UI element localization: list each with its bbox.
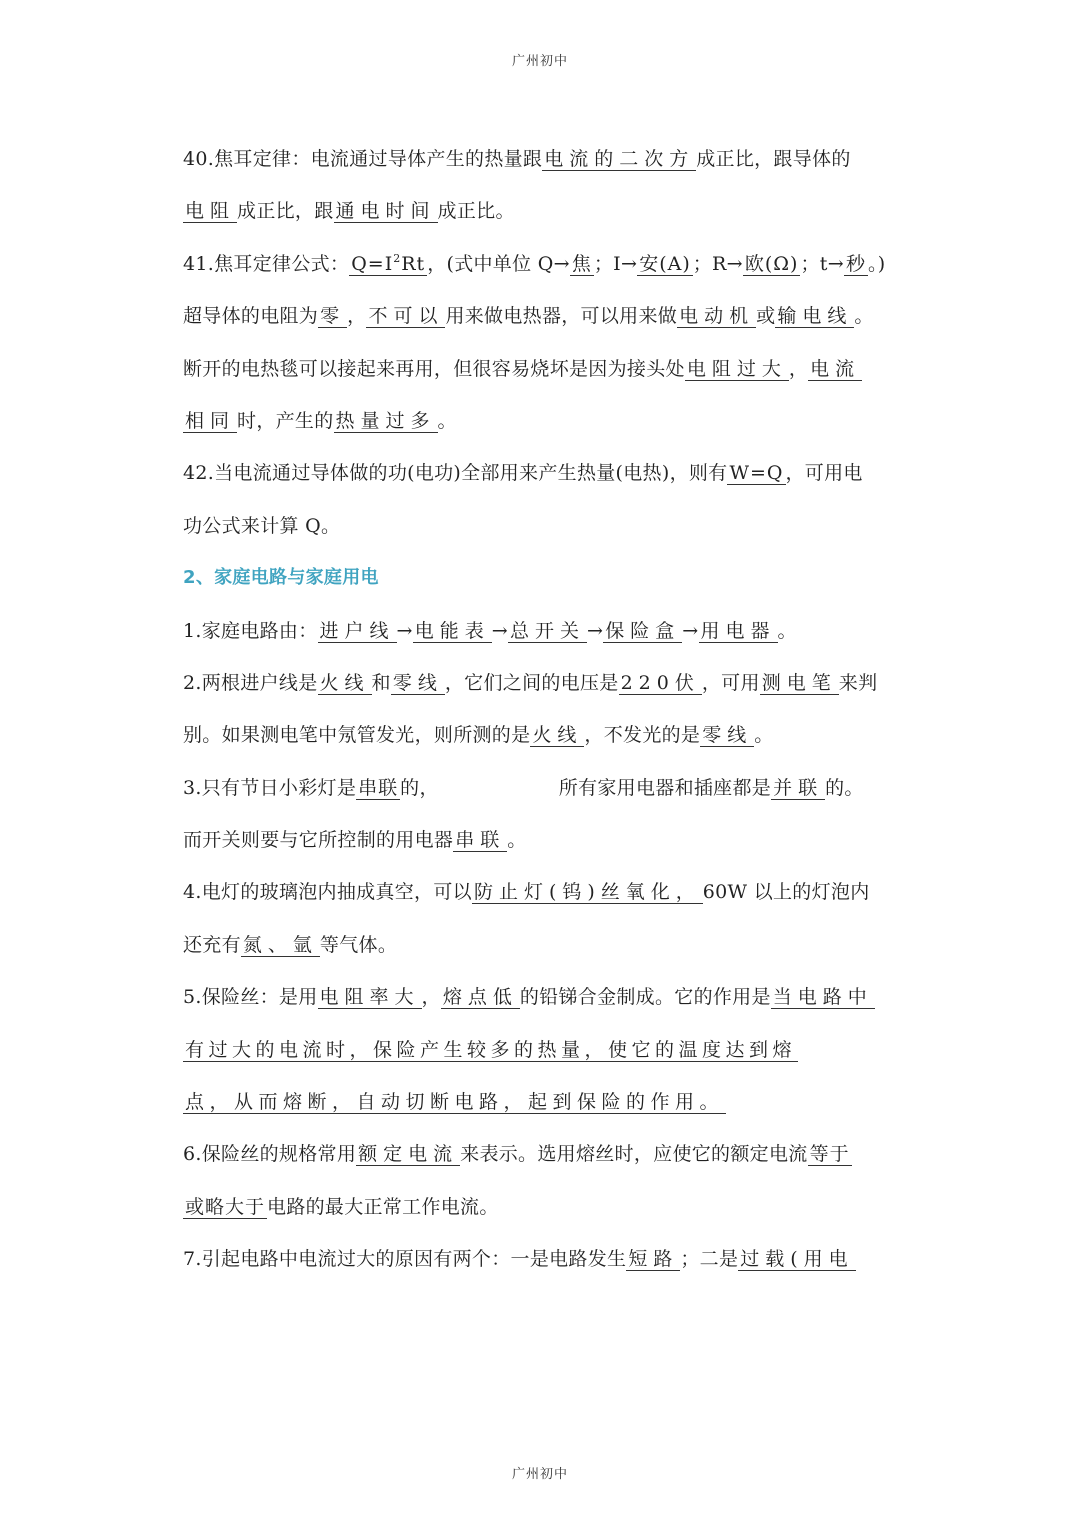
item-41-line-1 (183, 238, 886, 290)
page-footer: 广州初中 (511, 1467, 568, 1482)
blank-answer: 额定电流 (358, 1143, 459, 1166)
blank-answer: 测电笔 (761, 671, 837, 694)
blank-answer: 输电线 (777, 305, 853, 328)
arrow: → (682, 619, 699, 642)
text: 别。如果测电笔中氖管发光，则所测的是 (183, 724, 531, 747)
text: 。 (437, 409, 457, 432)
text: ， (421, 986, 441, 1009)
blank-answer: W=Q (729, 462, 784, 485)
arrow: → (396, 619, 413, 642)
text: 或 (756, 305, 776, 328)
formula-blank (349, 248, 427, 276)
formula-part: Q=I (351, 252, 394, 275)
blanket-line-1 (183, 343, 883, 395)
blank-answer: 安(A) (639, 252, 691, 275)
text: 6.保险丝的规格常用 (183, 1143, 357, 1166)
blank-answer: 进户线 (319, 619, 395, 642)
text: 时，产生的 (237, 409, 334, 432)
household-item-2-line-2 (183, 709, 883, 761)
superconductor-line (183, 290, 883, 342)
text: 所有家用电器和插座都是 (558, 776, 772, 799)
blank-answer: 保险盒 (605, 619, 681, 642)
blank-answer: 热量过多 (335, 409, 436, 432)
blank-answer: 有过大的电流时，保险产生较多的热量，使它的温度达到熔 (185, 1038, 797, 1061)
blank-answer: 用电器 (700, 619, 776, 642)
text: 电路的最大正常工作电流。 (267, 1195, 499, 1218)
household-item-2-line-1 (183, 657, 883, 709)
text: ；I→ (593, 252, 638, 275)
text: 4.电灯的玻璃泡内抽成真空，可以 (183, 881, 472, 904)
blank-answer: 秒 (845, 252, 866, 275)
text: 功公式来计算 Q。 (183, 514, 341, 537)
text: 。 (754, 724, 774, 747)
text: 等气体。 (319, 933, 398, 956)
text: 3.只有节日小彩灯是 (183, 776, 357, 799)
blank-answer: 电阻过大 (686, 357, 787, 380)
blank-answer: 焦 (571, 252, 592, 275)
blank-answer: 零线 (392, 671, 443, 694)
text: 和 (371, 671, 391, 694)
blank-answer: 欧(Ω) (744, 252, 799, 275)
household-item-1 (183, 605, 883, 657)
blank-answer: 零 (320, 305, 346, 328)
text: ，它们之间的电压是 (444, 671, 619, 694)
text: 5.保险丝：是用 (183, 986, 318, 1009)
text: ；R→ (692, 252, 743, 275)
text: 42.当电流通过导体做的功(电功)全部用来产生热量(电热)，则有 (183, 462, 728, 485)
household-item-5-line-2 (183, 1024, 883, 1076)
text: ，可用电 (785, 462, 863, 485)
text: ， (347, 305, 367, 328)
blank-answer: 火线 (532, 724, 583, 747)
blank-answer: 火线 (319, 671, 370, 694)
formula-part: Rt (401, 252, 426, 275)
text: 来判 (838, 671, 878, 694)
blank-answer: 220伏 (620, 671, 700, 694)
text: 的。 (825, 776, 864, 799)
household-item-4-line-2 (183, 919, 883, 971)
blank-answer: 电流的二次方 (544, 148, 695, 170)
text: 40.焦耳定律：电流通过导体产生的热量跟 (183, 148, 543, 170)
household-item-4-line-1 (183, 866, 883, 918)
blank-answer: 等于 (809, 1143, 850, 1166)
page-header: 广州初中 (511, 54, 568, 69)
text: ；二是 (680, 1248, 739, 1271)
household-item-5-line-3 (183, 1076, 883, 1128)
text: ，可用 (701, 671, 760, 694)
document-body (183, 133, 886, 1286)
text: 的铅锑合金制成。它的作用是 (519, 986, 771, 1009)
blank-answer: 短路 (628, 1248, 679, 1271)
text: 成正比，跟 (237, 200, 334, 223)
arrow: → (491, 619, 509, 642)
blank-answer: 当电路中 (772, 986, 873, 1009)
text: 成正比，跟导体的 (696, 148, 851, 170)
blank-answer: 电流 (810, 357, 861, 380)
section-heading: 2、家庭电路与家庭用电 (183, 567, 379, 589)
blank-answer: 零线 (702, 724, 753, 747)
blank-answer: 电动机 (679, 305, 755, 328)
text: 2.两根进户线是 (183, 671, 318, 694)
item-40-line-1 (183, 133, 883, 185)
text: 超导体的电阻为 (183, 305, 319, 328)
text: 。 (777, 619, 797, 642)
text: 用来做电热器，可以用来做 (445, 305, 678, 328)
item-42-line-2 (183, 500, 883, 552)
text: 断开的电热毯可以接起来再用，但很容易烧坏是因为接头处 (183, 357, 685, 380)
text: 而开关则要与它所控制的用电器 (183, 829, 454, 852)
item-42-line-1 (183, 447, 883, 499)
blank-answer: 通电时间 (335, 200, 436, 223)
text: 。 (854, 305, 874, 328)
text: ，(式中单位 Q→ (427, 252, 570, 275)
text: 。 (507, 829, 527, 852)
text: 的， (400, 776, 439, 799)
text: 1.家庭电路由： (183, 619, 318, 642)
household-item-6-line-2 (183, 1181, 883, 1233)
blank-answer: 电阻 (185, 200, 236, 223)
blank-answer: 并联 (773, 776, 824, 799)
text: ，不发光的是 (584, 724, 701, 747)
text: 。) (867, 252, 886, 275)
item-40-line-2 (183, 185, 883, 237)
text: ；t→ (800, 252, 844, 275)
formula-exponent: 2 (393, 251, 402, 265)
blank-answer: 点，从而熔断，自动切断电路，起到保险的作用。 (185, 1091, 725, 1114)
text: 还充有 (183, 933, 241, 956)
text: 41.焦耳定律公式： (183, 252, 350, 275)
text: 成正比。 (437, 200, 515, 223)
blank-answer: 串联 (455, 829, 506, 852)
blanket-line-2 (183, 395, 883, 447)
text: 7.引起电路中电流过大的原因有两个：一是电路发生 (183, 1248, 627, 1271)
blank-answer: 总开关 (510, 619, 586, 642)
blank-answer: 氮、氩 (242, 933, 318, 956)
household-item-3-line-1 (183, 762, 883, 814)
arrow: → (587, 619, 604, 642)
text: 来表示。选用熔丝时，应使它的额定电流 (460, 1143, 808, 1166)
blank-answer: 熔点低 (442, 986, 518, 1009)
blank-answer: 不可以 (368, 305, 444, 328)
blank-answer: 串联 (358, 776, 399, 799)
household-item-7-line-1 (183, 1233, 883, 1285)
blank-answer: 电阻率大 (319, 986, 420, 1009)
text: ， (788, 357, 809, 380)
blank-answer: 过载(用电 (740, 1248, 854, 1271)
blank-answer: 或略大于 (185, 1195, 266, 1218)
text: 60W 以上的灯泡内 (702, 881, 870, 904)
household-item-3-line-2 (183, 814, 883, 866)
blank-answer: 相同 (185, 409, 236, 432)
household-item-6-line-1 (183, 1128, 883, 1180)
blank-answer: 防止灯(钨)丝氧化， (473, 881, 701, 904)
household-item-5-line-1 (183, 971, 883, 1023)
blank-answer: 电能表 (414, 619, 490, 642)
